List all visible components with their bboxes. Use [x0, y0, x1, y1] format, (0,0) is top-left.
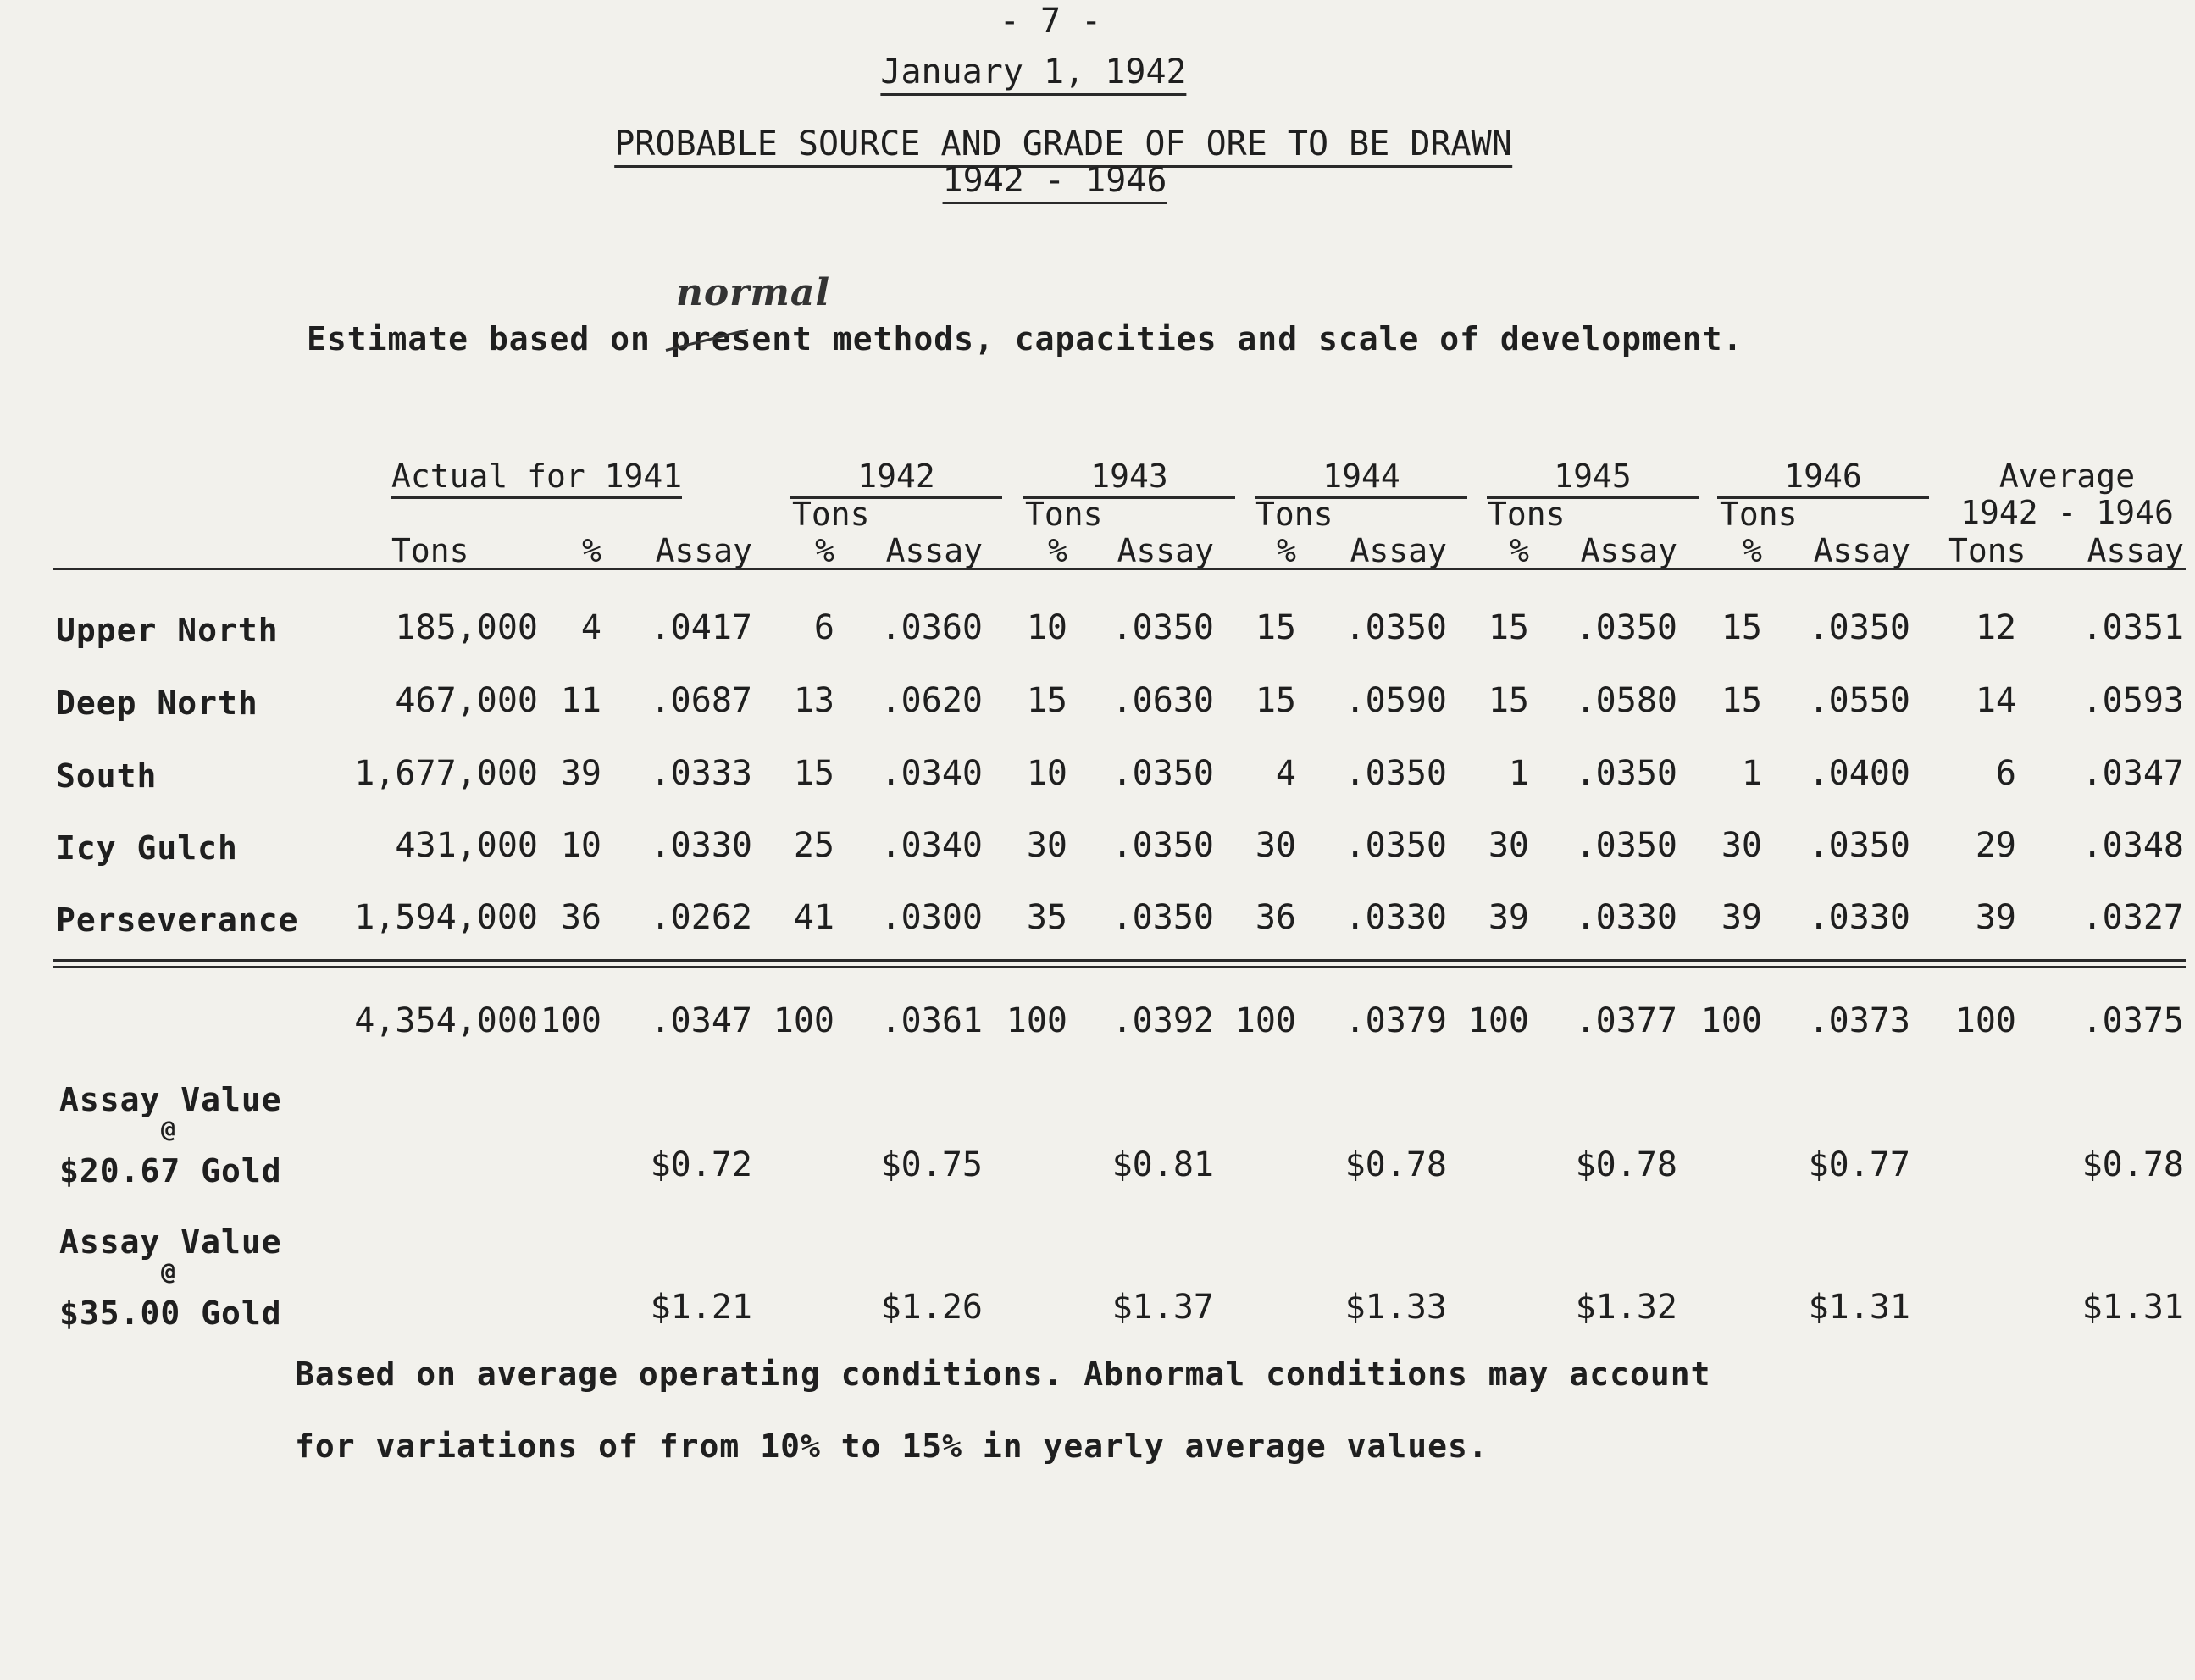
cell-percent: 13 — [793, 681, 834, 720]
column-percent: % — [582, 532, 601, 569]
cell-percent: 39 — [1975, 898, 2016, 937]
cell-percent: 15 — [793, 754, 834, 793]
tons-label: Tons — [1025, 496, 1103, 533]
footnote-line-2: for variations of from 10% to 15% in yearly average values. — [295, 1428, 1488, 1465]
estimate-suffix: methods, capacities and scale of development. — [832, 320, 1743, 358]
column-percent: % — [1743, 532, 1762, 569]
struck-word — [670, 271, 831, 358]
cell-percent: 30 — [1026, 826, 1067, 865]
assay-dollar-value: $0.78 — [1575, 1145, 1677, 1184]
total-percent: 100 — [773, 1001, 834, 1040]
total-percent: 100 — [1006, 1001, 1067, 1040]
cell-assay: .0350 — [1111, 826, 1214, 865]
assay-dollar-value: $1.21 — [650, 1288, 752, 1327]
column-average-assay: Assay — [2087, 532, 2184, 569]
cell-assay: .0360 — [880, 608, 983, 647]
document-date: January 1, 1942 — [880, 53, 1186, 96]
cell-percent: 15 — [1255, 681, 1296, 720]
total-assay: .0375 — [2081, 1001, 2184, 1040]
cell-assay: .0590 — [1344, 681, 1447, 720]
estimate-line — [307, 271, 1743, 358]
cell-assay: .0330 — [1575, 898, 1677, 937]
cell-percent: 6 — [1995, 754, 2016, 793]
total-percent: 100 — [1467, 1001, 1529, 1040]
column-percent: % — [1277, 532, 1296, 569]
cell-assay: .0350 — [1111, 754, 1214, 793]
header-actual-1941: Actual for 1941 — [391, 457, 682, 499]
column-average-tons: Tons — [1948, 532, 2026, 569]
cell-assay: .0350 — [1344, 608, 1447, 647]
assay-dollar-value: $0.75 — [880, 1145, 983, 1184]
cell-percent: 30 — [1488, 826, 1529, 865]
cell-assay: .0550 — [1808, 681, 1910, 720]
cell-percent: 11 — [560, 681, 601, 720]
cell-assay: .0580 — [1575, 681, 1677, 720]
cell-percent: 39 — [1721, 898, 1762, 937]
assay-dollar-value: $0.81 — [1111, 1145, 1214, 1184]
cell-percent: 35 — [1026, 898, 1067, 937]
assay-dollar-value: $1.32 — [1575, 1288, 1677, 1327]
header-year-1942: 1942 — [857, 457, 935, 495]
tons-label: Tons — [1720, 496, 1798, 533]
cell-assay: .0330 — [1808, 898, 1910, 937]
cell-percent: 10 — [1026, 608, 1067, 647]
total-percent: 100 — [540, 1001, 601, 1040]
totals-rule-top — [53, 959, 2186, 962]
cell-assay: .0327 — [2081, 898, 2184, 937]
cell-assay: .0340 — [880, 826, 983, 865]
document-title: PROBABLE SOURCE AND GRADE OF ORE TO BE DRAWN — [614, 125, 1512, 168]
total-assay: .0373 — [1808, 1001, 1910, 1040]
row-name: Deep North — [56, 685, 258, 722]
cell-assay: .0417 — [650, 608, 752, 647]
assay-dollar-value: $0.78 — [2081, 1145, 2184, 1184]
cell-assay: .0262 — [650, 898, 752, 937]
column-assay: Assay — [885, 532, 983, 569]
document-subtitle: 1942 - 1946 — [943, 161, 1167, 204]
cell-assay: .0348 — [2081, 826, 2184, 865]
column-tons-1941: Tons — [391, 532, 469, 569]
page-number: - 7 - — [999, 2, 1102, 41]
total-assay: .0377 — [1575, 1001, 1677, 1040]
cell-percent: 4 — [580, 608, 601, 647]
cell-assay: .0340 — [880, 754, 983, 793]
cell-percent: 25 — [793, 826, 834, 865]
tons-label: Tons — [1488, 496, 1566, 533]
header-year-1944: 1944 — [1322, 457, 1400, 495]
assay-dollar-value: $1.37 — [1111, 1288, 1214, 1327]
cell-assay: .0350 — [1808, 826, 1910, 865]
cell-assay: .0350 — [1111, 898, 1214, 937]
cell-percent: 15 — [1721, 681, 1762, 720]
total-assay: .0361 — [880, 1001, 983, 1040]
cell-percent: 29 — [1975, 826, 2016, 865]
header-average: Average — [1998, 457, 2136, 495]
estimate-prefix: Estimate based on — [307, 320, 651, 358]
assay-dollar-value: $0.77 — [1808, 1145, 1910, 1184]
assay-dollar-value: $1.31 — [1808, 1288, 1910, 1327]
cell-assay: .0300 — [880, 898, 983, 937]
assay-dollar-value: $1.33 — [1344, 1288, 1447, 1327]
column-assay: Assay — [1580, 532, 1677, 569]
row-tons-1941: 1,677,000 — [354, 754, 538, 793]
row-tons-1941: 431,000 — [395, 826, 538, 865]
header-rule — [53, 568, 2186, 570]
assay-dollar-value: $0.78 — [1344, 1145, 1447, 1184]
cell-percent: 15 — [1026, 681, 1067, 720]
cell-assay: .0350 — [1808, 608, 1910, 647]
assay-value-label: Assay Value — [59, 1081, 282, 1118]
cell-percent: 30 — [1721, 826, 1762, 865]
row-tons-1941: 467,000 — [395, 681, 538, 720]
cell-percent: 36 — [1255, 898, 1296, 937]
assay-dollar-value: $1.26 — [880, 1288, 983, 1327]
cell-assay: .0333 — [650, 754, 752, 793]
cell-assay: .0351 — [2081, 608, 2184, 647]
column-percent: % — [815, 532, 834, 569]
cell-percent: 14 — [1975, 681, 2016, 720]
total-percent: 100 — [1234, 1001, 1296, 1040]
row-name: Icy Gulch — [56, 829, 238, 867]
row-tons-1941: 185,000 — [395, 608, 538, 647]
cell-percent: 39 — [1488, 898, 1529, 937]
cell-assay: .0350 — [1575, 826, 1677, 865]
header-year-1943: 1943 — [1090, 457, 1168, 495]
cell-percent: 1 — [1741, 754, 1762, 793]
row-name: South — [56, 757, 158, 795]
cell-assay: .0630 — [1111, 681, 1214, 720]
cell-percent: 39 — [560, 754, 601, 793]
cell-percent: 30 — [1255, 826, 1296, 865]
cell-percent: 1 — [1508, 754, 1529, 793]
cell-percent: 10 — [560, 826, 601, 865]
total-assay: .0379 — [1344, 1001, 1447, 1040]
row-name: Perseverance — [56, 901, 299, 939]
cell-assay: .0347 — [2081, 754, 2184, 793]
assay-at-symbol: @ — [161, 1115, 176, 1143]
cell-percent: 15 — [1721, 608, 1762, 647]
cell-assay: .0330 — [650, 826, 752, 865]
assay-value-label: Assay Value — [59, 1223, 282, 1261]
totals-rule-bottom — [53, 966, 2186, 968]
handwritten-correction: normal — [675, 271, 831, 314]
cell-assay: .0330 — [1344, 898, 1447, 937]
cell-assay: .0687 — [650, 681, 752, 720]
assay-gold-price: $20.67 Gold — [59, 1152, 282, 1189]
column-percent: % — [1510, 532, 1529, 569]
cell-percent: 41 — [793, 898, 834, 937]
cell-assay: .0350 — [1344, 826, 1447, 865]
tons-label: Tons — [1255, 496, 1333, 533]
cell-assay: .0350 — [1111, 608, 1214, 647]
row-name: Upper North — [56, 612, 279, 649]
cell-assay: .0350 — [1344, 754, 1447, 793]
cell-assay: .0350 — [1575, 754, 1677, 793]
column-assay: Assay — [655, 532, 752, 569]
header-year-1945: 1945 — [1554, 457, 1632, 495]
total-assay: .0347 — [650, 1001, 752, 1040]
total-assay: .0392 — [1111, 1001, 1214, 1040]
cell-percent: 10 — [1026, 754, 1067, 793]
column-assay: Assay — [1117, 532, 1214, 569]
total-percent: 100 — [1700, 1001, 1762, 1040]
cell-percent: 15 — [1255, 608, 1296, 647]
total-percent: 100 — [1954, 1001, 2016, 1040]
total-tons-1941: 4,354,000 — [354, 1001, 538, 1040]
column-assay: Assay — [1350, 532, 1447, 569]
cell-percent: 4 — [1275, 754, 1296, 793]
tons-label: Tons — [792, 496, 870, 533]
assay-dollar-value: $0.72 — [650, 1145, 752, 1184]
cell-percent: 15 — [1488, 608, 1529, 647]
cell-assay: .0350 — [1575, 608, 1677, 647]
struck-word-text: present — [670, 320, 812, 358]
cell-percent: 36 — [560, 898, 601, 937]
cell-percent: 12 — [1975, 608, 2016, 647]
column-assay: Assay — [1813, 532, 1910, 569]
column-percent: % — [1048, 532, 1067, 569]
assay-at-symbol: @ — [161, 1257, 176, 1285]
cell-percent: 6 — [813, 608, 834, 647]
assay-gold-price: $35.00 Gold — [59, 1295, 282, 1332]
assay-dollar-value: $1.31 — [2081, 1288, 2184, 1327]
cell-percent: 15 — [1488, 681, 1529, 720]
cell-assay: .0593 — [2081, 681, 2184, 720]
cell-assay: .0620 — [880, 681, 983, 720]
row-tons-1941: 1,594,000 — [354, 898, 538, 937]
cell-assay: .0400 — [1808, 754, 1910, 793]
header-average-range: 1942 - 1946 — [1960, 494, 2174, 531]
footnote-line-1: Based on average operating conditions. Abnormal conditions may account — [295, 1356, 1711, 1393]
header-year-1946: 1946 — [1784, 457, 1862, 495]
